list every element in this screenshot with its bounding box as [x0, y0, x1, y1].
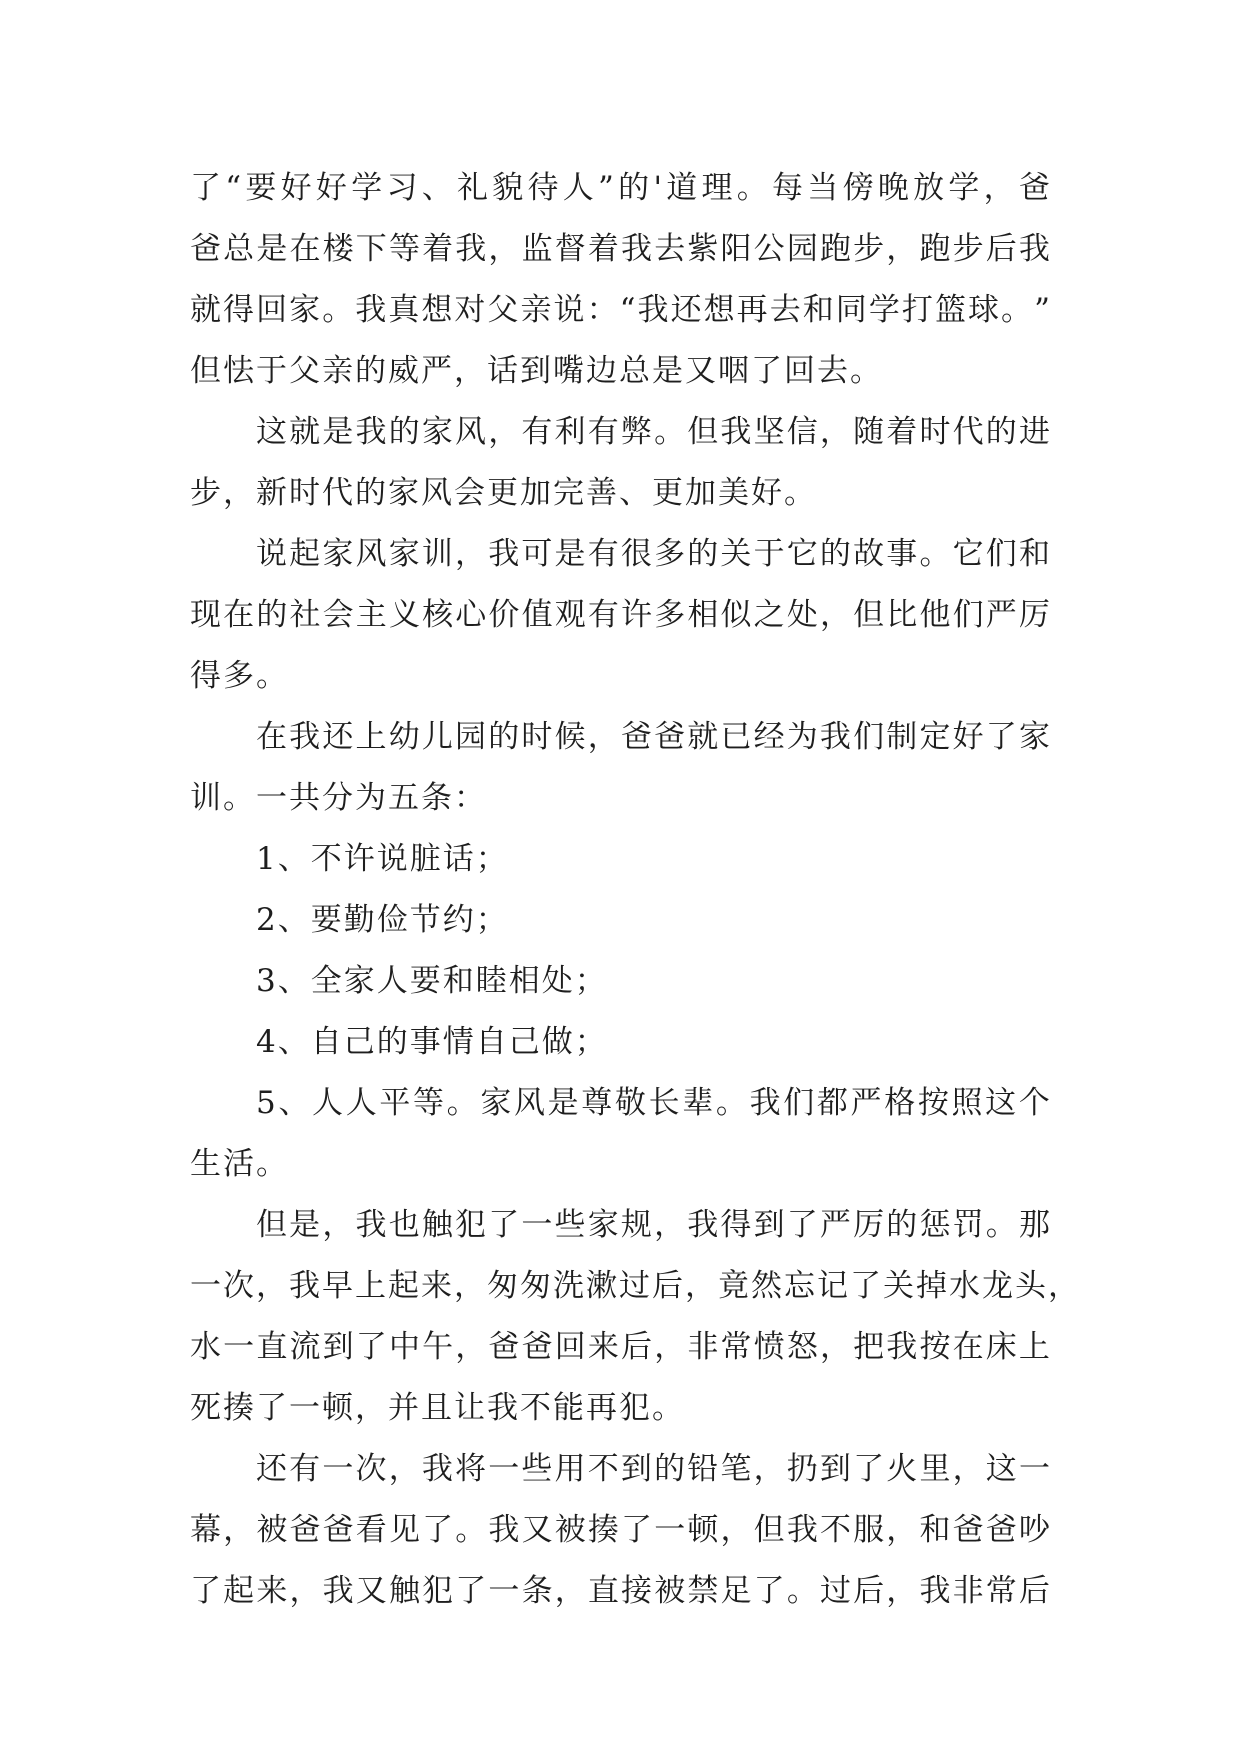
text-line: 但 是 ， 我 也 触 犯 了 一 些 家 规 ， 我 得 到 了 严 厉 的 惩 罚 。 那 — [256, 1207, 1052, 1243]
text-line: 一 次 ， 我 早 上 起 来 ， 匆 匆 洗 漱 过 后 ， 竟 然 忘 记 了 关 掉 水 龙 头 ， — [190, 1268, 1081, 1304]
text-line: 得多。 — [190, 658, 289, 694]
text-line: 还 有 一 次 ， 我 将 一 些 用 不 到 的 铅 笔 ， 扔 到 了 火 里 ， 这 一 — [256, 1451, 1052, 1487]
text-line: 步，新时代的家风会更加完善、更加美好。 — [190, 475, 817, 511]
text-line: 水 一 直 流 到 了 中 午 ， 爸 爸 回 来 后 ， 非 常 愤 怒 ， 把 我 按 在 床 上 — [190, 1329, 1052, 1365]
text-line: 1、不许说脏话； — [256, 841, 509, 877]
text-line: 就 得 回 家 。 我 真 想 对 父 亲 说 ： “ 我 还 想 再 去 和 同 学 打 篮 球 。 ” — [190, 292, 1052, 328]
text-line: 死揍了一顿，并且让我不能再犯。 — [190, 1390, 685, 1426]
text-line: 说 起 家 风 家 训 ， 我 可 是 有 很 多 的 关 于 它 的 故 事 。 它 们 和 — [256, 536, 1052, 572]
text-line: 生活。 — [190, 1146, 289, 1182]
body-text — [190, 158, 1081, 1622]
text-line: 3、全家人要和睦相处； — [256, 963, 608, 999]
text-line: 4、自己的事情自己做； — [256, 1024, 608, 1060]
text-line: 幕 ， 被 爸 爸 看 见 了 。 我 又 被 揍 了 一 顿 ， 但 我 不 服 ， 和 爸 爸 吵 — [190, 1512, 1052, 1548]
text-line: 现 在 的 社 会 主 义 核 心 价 值 观 有 许 多 相 似 之 处 ， 但 比 他 们 严 厉 — [190, 597, 1052, 633]
text-line: 训。一共分为五条： — [190, 780, 487, 816]
text-line: 5 、 人 人 平 等 。 家 风 是 尊 敬 长 辈 。 我 们 都 严 格 按 照 这 个 — [256, 1085, 1052, 1121]
text-line: 但怯于父亲的威严，话到嘴边总是又咽了回去。 — [190, 353, 883, 389]
text-line: 2、要勤俭节约； — [256, 902, 509, 938]
text-line: 了 “ 要 好 好 学 习 、 礼 貌 待 人 ” 的 ' 道 理 。 每 当 傍 晚 放 学 ， 爸 — [190, 170, 1052, 206]
text-line: 这 就 是 我 的 家 风 ， 有 利 有 弊 。 但 我 坚 信 ， 随 着 时 代 的 进 — [256, 414, 1052, 450]
text-line: 爸 总 是 在 楼 下 等 着 我 ， 监 督 着 我 去 紫 阳 公 园 跑 步 ， 跑 步 后 我 — [190, 231, 1052, 267]
text-line: 了 起 来 ， 我 又 触 犯 了 一 条 ， 直 接 被 禁 足 了 。 过 后 ， 我 非 常 后 — [190, 1573, 1052, 1609]
text-line: 在 我 还 上 幼 儿 园 的 时 候 ， 爸 爸 就 已 经 为 我 们 制 定 好 了 家 — [256, 719, 1052, 755]
